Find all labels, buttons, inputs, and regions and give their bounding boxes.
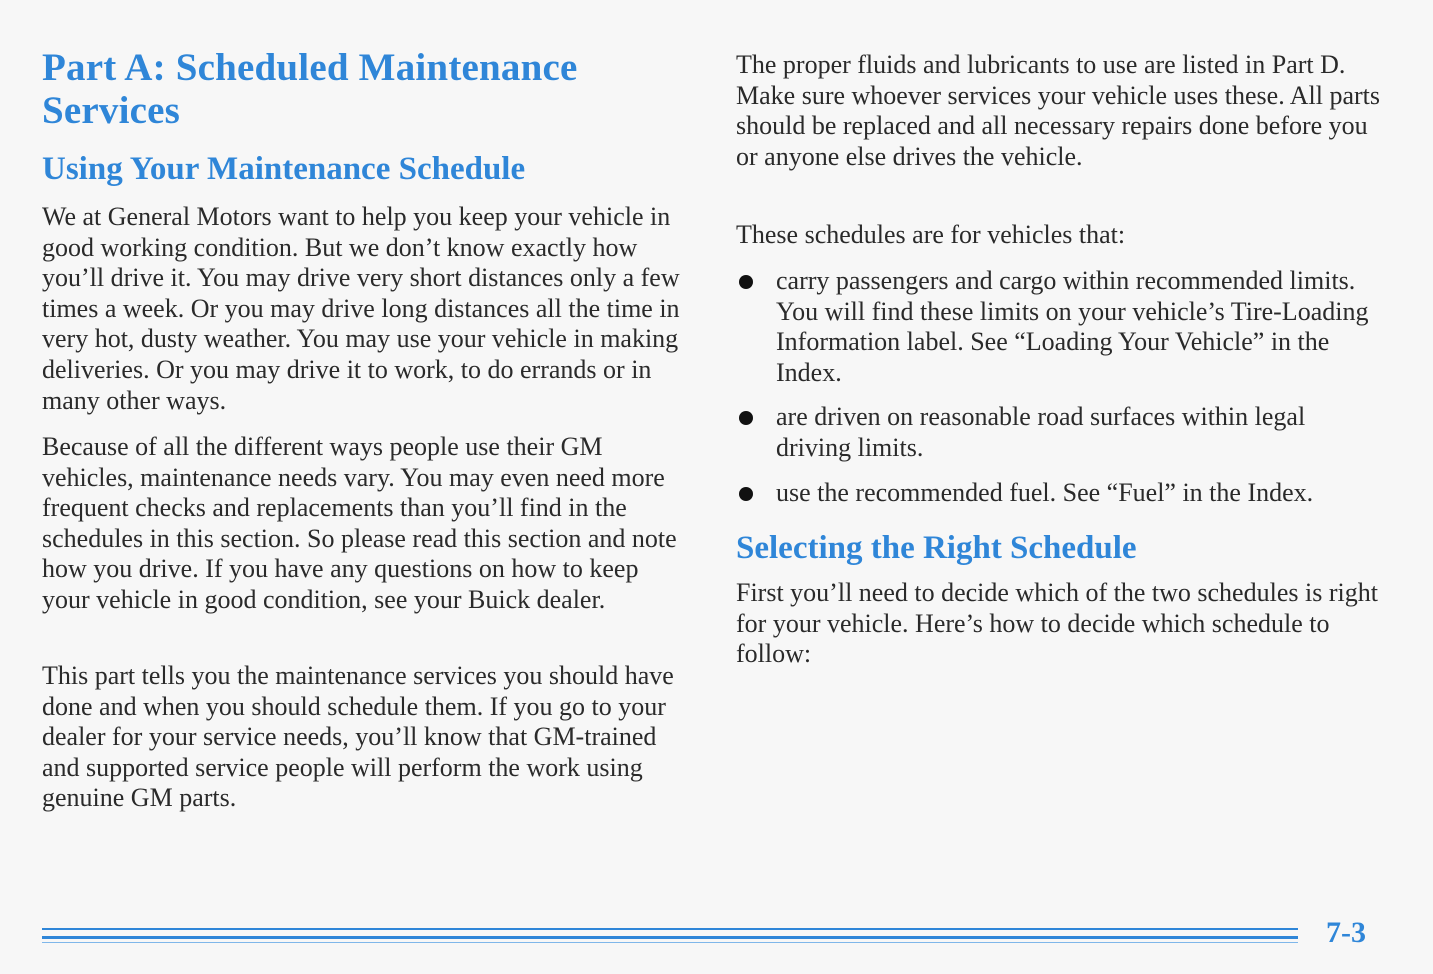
page-title-text: Part A: Scheduled Maintenance Services (42, 46, 578, 132)
footer-divider (42, 928, 1298, 930)
list-item-text: are driven on reasonable road surfaces within legal driving limits. (776, 402, 1306, 462)
list-item (736, 478, 1381, 509)
paragraph-intro: We at General Motors want to help you keep your vehicle in good working condition. But we don’t know exactly how you’ll drive it. You may drive very short distances only a few times a week. Or you may drive long distances all the time in very hot, dusty weather. You may use your vehicle in making deliveries. Or you may drive it to work, to do errands or in many other ways. (42, 202, 680, 415)
list-item (736, 402, 1381, 463)
paragraph-decide-schedule: First you’ll need to decide which of the two schedules is right for your vehicle. Here’s how to decide which schedule to follow: (736, 578, 1378, 669)
paragraph-schedules-for: These schedules are for vehicles that: (736, 220, 1126, 249)
list-item-text: use the recommended fuel. See “Fuel” in the Index. (776, 477, 1314, 507)
page-title (42, 46, 682, 132)
bullet-icon (739, 411, 753, 425)
bullet-icon (739, 487, 753, 501)
list-item (736, 266, 1381, 388)
page-number: 7-3 (1326, 916, 1366, 949)
paragraph-fluids: The proper fluids and lubricants to use are listed in Part D. Make sure whoever services your vehicle uses these. All parts should be replaced and all necessary repairs done before you or anyone else drives the vehicle. (736, 50, 1381, 171)
paragraph-services-info: This part tells you the maintenance services you should have done and when you should schedule them. If you go to your dealer for your service needs, you’ll know that GM-trained and supported service people will perform the work using genuine GM parts. (42, 661, 674, 813)
section-heading-selecting-schedule: Selecting the Right Schedule (736, 530, 1137, 566)
footer-divider (42, 936, 1298, 939)
bullet-icon (739, 275, 753, 289)
footer-divider (42, 942, 1298, 943)
list-item-text: carry passengers and cargo within recommended limits. You will find these limits on your vehicle’s Tire-Loading Information label. See “Loading Your Vehicle” in the Index. (776, 266, 1369, 387)
paragraph-maintenance-needs: Because of all the different ways people use their GM vehicles, maintenance needs vary. You may even need more frequent checks and replacements than you’ll find in the schedules in this section. So please read this section and note how you drive. If you have any questions on how to keep your vehicle in good condition, see your Buick dealer. (42, 432, 677, 614)
section-heading-using-schedule: Using Your Maintenance Schedule (42, 151, 526, 187)
vehicle-conditions-list (736, 266, 1381, 508)
